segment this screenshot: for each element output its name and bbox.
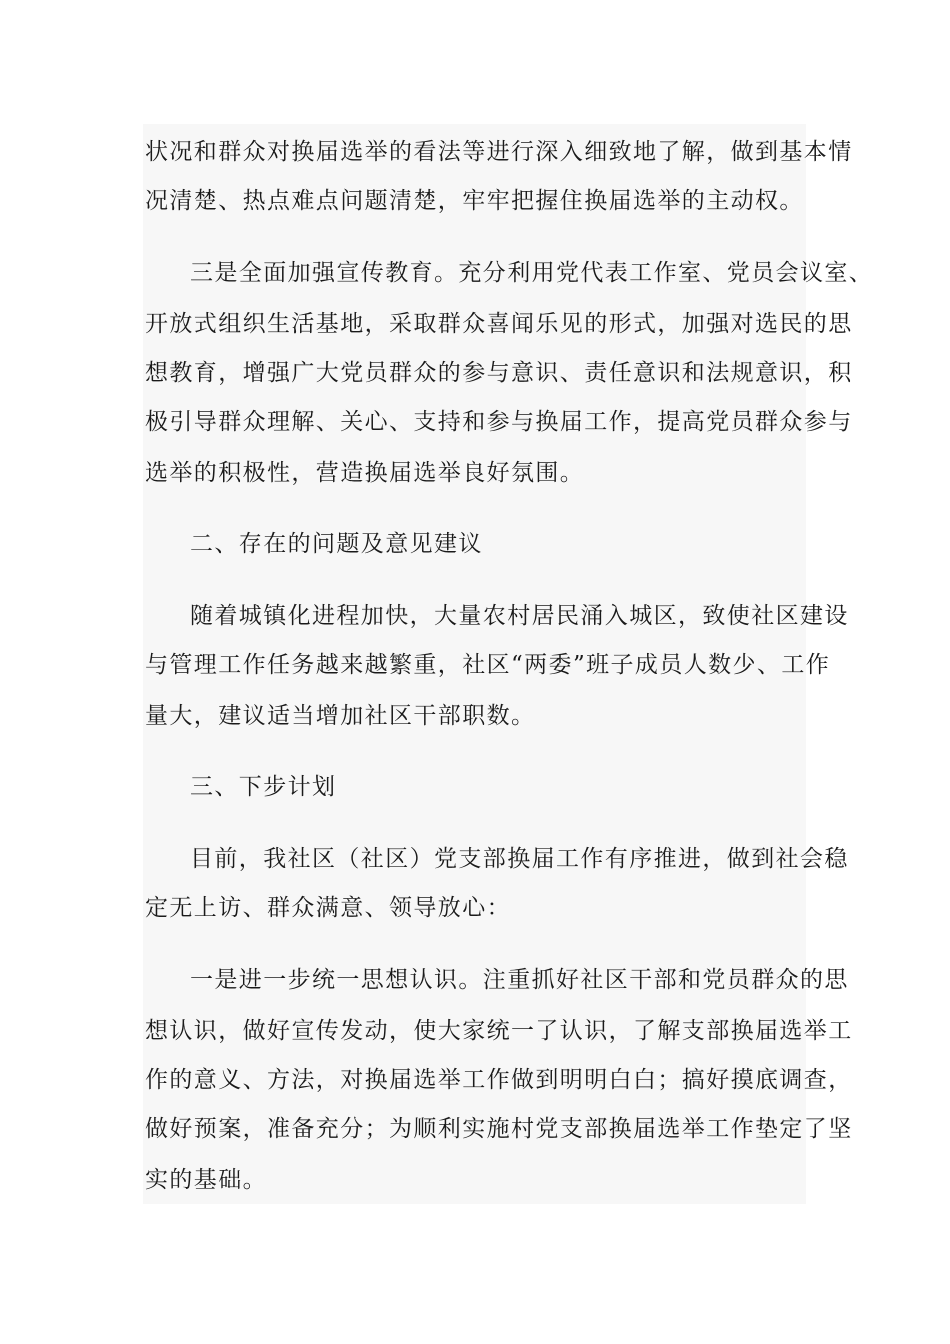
- paragraph-line: 定无上访、群众满意、领导放心：: [145, 895, 511, 921]
- paragraph-line: 量大，建议适当增加社区干部职数。: [145, 703, 536, 729]
- paragraph-line: 随着城镇化进程加快，大量农村居民涌入城区，致使社区建设: [190, 603, 849, 629]
- paragraph-line: 一是进一步统一思想认识。注重抓好社区干部和党员群众的思: [190, 967, 849, 993]
- paragraph-line: 极引导群众理解、关心、支持和参与换届工作，提高党员群众参与: [145, 409, 853, 435]
- paragraph-line: 况清楚、热点难点问题清楚，牢牢把握住换届选举的主动权。: [145, 188, 804, 214]
- paragraph-line: 实的基础。: [145, 1167, 267, 1193]
- section-heading: 三、下步计划: [190, 774, 337, 800]
- paragraph-line: 与管理工作任务越来越繁重，社区“两委”班子成员人数少、工作: [145, 652, 831, 678]
- paragraph-line: 作的意义、方法，对换届选举工作做到明明白白；搞好摸底调查，: [145, 1067, 853, 1093]
- paragraph-line: 状况和群众对换届选举的看法等进行深入细致地了解，做到基本情: [145, 139, 853, 165]
- paragraph-line: 想认识，做好宣传发动，使大家统一了认识，了解支部换届选举工: [145, 1018, 853, 1044]
- paragraph-line: 选举的积极性，营造换届选举良好氛围。: [145, 460, 585, 486]
- paragraph-line: 想教育，增强广大党员群众的参与意识、责任意识和法规意识，积: [145, 360, 853, 386]
- section-heading: 二、存在的问题及意见建议: [190, 531, 483, 557]
- paragraph-line: 目前，我社区（社区）党支部换届工作有序推进，做到社会稳: [190, 846, 849, 872]
- paragraph-line: 做好预案，准备充分；为顺利实施村党支部换届选举工作垫定了坚: [145, 1116, 853, 1142]
- paragraph-line: 开放式组织生活基地，采取群众喜闻乐见的形式，加强对选民的思: [145, 311, 853, 337]
- paragraph-line: 三是全面加强宣传教育。充分利用党代表工作室、党员会议室、: [190, 260, 874, 286]
